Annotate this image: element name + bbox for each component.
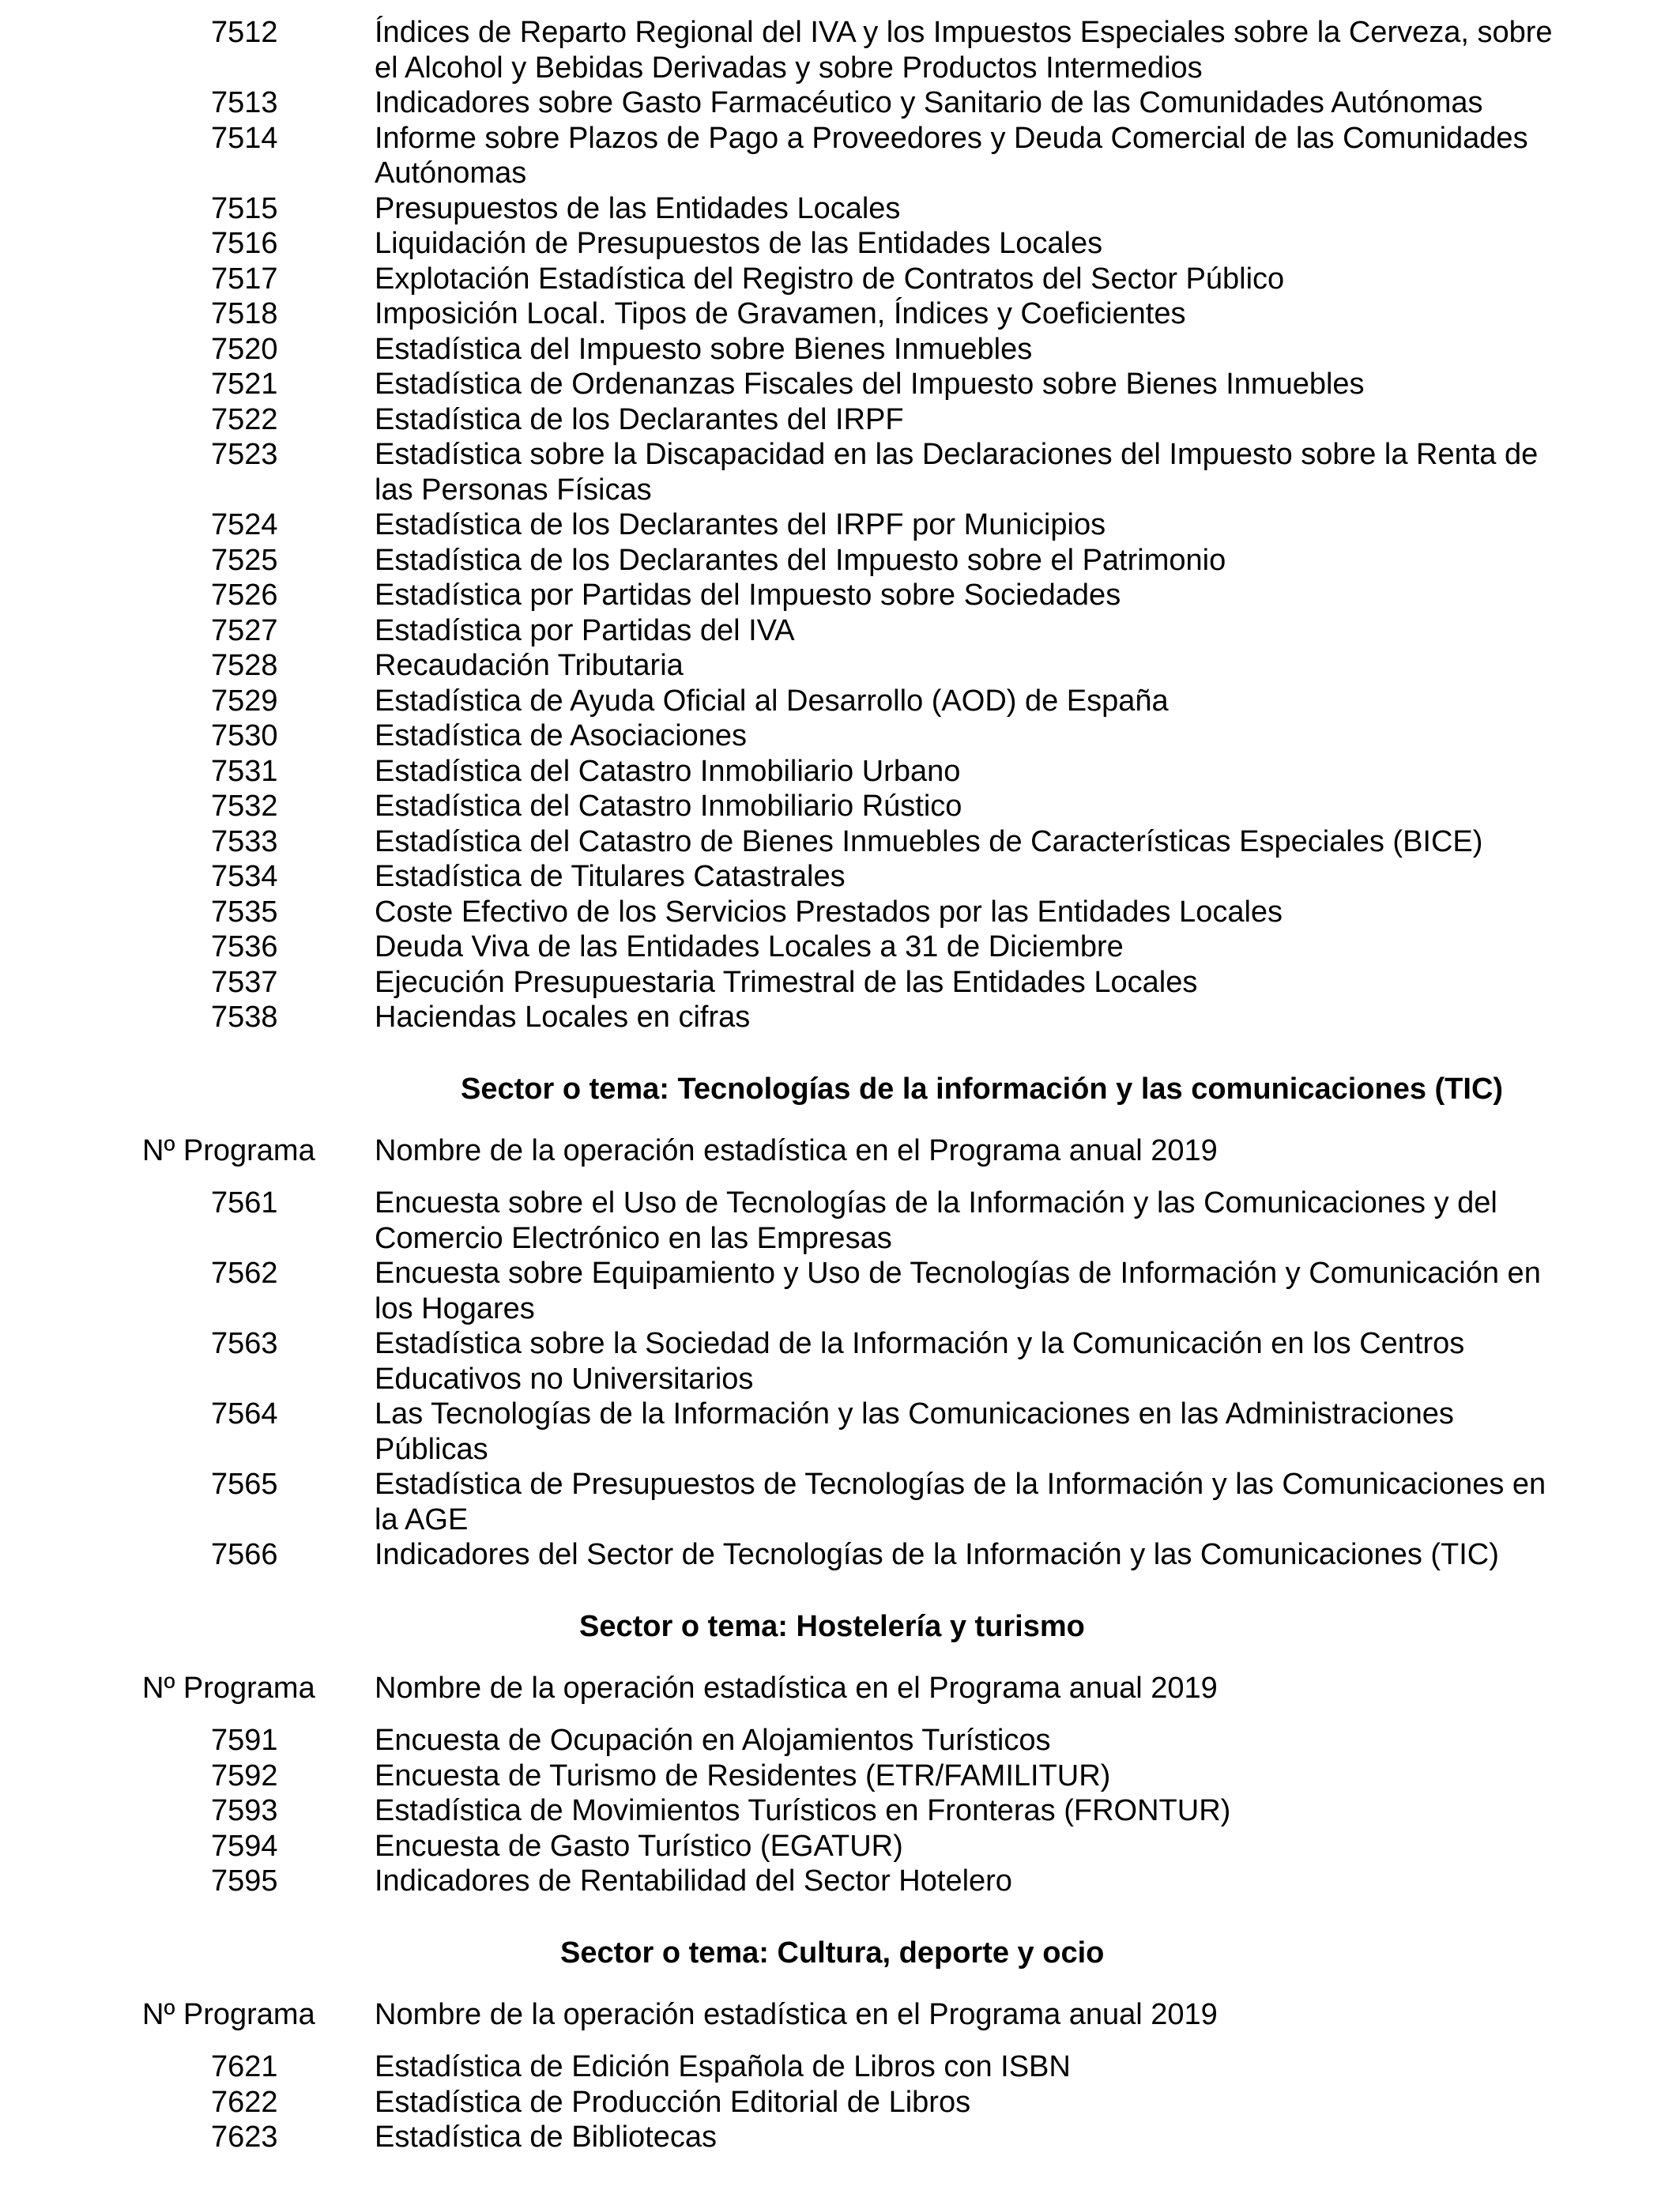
program-number: 7533	[211, 824, 278, 858]
operation-name: Indicadores de Rentabilidad del Sector Hotelero	[375, 1864, 1012, 1898]
operation-name: Estadística de Ordenanzas Fiscales del Impuesto sobre Bienes Inmuebles	[375, 368, 1365, 401]
table-row	[0, 929, 1680, 965]
operation-name: Estadística de Asociaciones	[375, 719, 748, 752]
table-row	[0, 191, 1680, 227]
operation-name: Índices de Reparto Regional del IVA y los Impuestos Especiales sobre la Cerveza, sobre el Alcohol y Bebidas Derivadas y sobre Productos Intermedios	[375, 16, 1553, 85]
table-row	[0, 2085, 1680, 2120]
program-number: 7522	[211, 402, 278, 436]
program-number: 7566	[211, 1538, 278, 1571]
program-number: 7532	[211, 790, 278, 823]
program-number: 7526	[211, 579, 278, 612]
program-number: 7621	[211, 2050, 278, 2083]
program-number: 7523	[211, 438, 278, 471]
operation-name: Estadística de Edición Española de Libros con ISBN	[375, 2050, 1071, 2083]
operation-name: Estadística de Ayuda Oficial al Desarrollo (AOD) de España	[375, 684, 1169, 718]
program-number: 7561	[211, 1186, 278, 1220]
program-number: 7529	[211, 684, 278, 718]
operation-name: Deuda Viva de las Entidades Locales a 31 de Diciembre	[375, 930, 1124, 963]
program-number: 7524	[211, 508, 278, 541]
operation-name-header: Nombre de la operación estadística en el Programa anual 2019	[375, 1133, 1218, 1167]
section	[0, 1936, 1680, 2155]
operation-name: Estadística de Bibliotecas	[375, 2120, 718, 2154]
operation-name: Encuesta sobre el Uso de Tecnologías de la Información y las Comunicaciones y del Comercio Electrónico en las Empresas	[375, 1186, 1497, 1255]
operation-name: Estadística por Partidas del IVA	[375, 613, 795, 647]
document-content	[0, 15, 1680, 2155]
table-row	[0, 1256, 1680, 1326]
program-number: 7512	[211, 16, 278, 49]
table-row	[0, 965, 1680, 1001]
table-row	[0, 121, 1680, 191]
operation-name: Estadística de Titulares Catastrales	[375, 860, 846, 893]
program-number: 7534	[211, 860, 278, 893]
operation-name: Estadística sobre la Sociedad de la Información y la Comunicación en los Centros Educativos no Universitarios	[375, 1327, 1465, 1396]
program-number: 7594	[211, 1829, 278, 1863]
operation-name: Haciendas Locales en cifras	[375, 1001, 751, 1034]
program-number: 7520	[211, 332, 278, 366]
table-row	[0, 684, 1680, 719]
operation-name: Las Tecnologías de la Información y las Comunicaciones en las Administraciones Públicas	[375, 1397, 1454, 1466]
program-number: 7530	[211, 719, 278, 752]
table-row	[0, 226, 1680, 262]
operation-name: Encuesta sobre Equipamiento y Uso de Tecnologías de Información y Comunicación en los Hogares	[375, 1257, 1541, 1325]
table-row	[0, 402, 1680, 438]
table-row	[0, 1467, 1680, 1537]
operation-name: Recaudación Tributaria	[375, 649, 684, 682]
table-row	[0, 507, 1680, 543]
table-row	[0, 613, 1680, 649]
table-row	[0, 1759, 1680, 1794]
operation-name: Estadística de Presupuestos de Tecnologías de la Información y las Comunicaciones en la AGE	[375, 1468, 1546, 1536]
operation-name: Estadística de los Declarantes del Impuesto sobre el Patrimonio	[375, 543, 1226, 577]
operation-name: Estadística por Partidas del Impuesto sobre Sociedades	[375, 579, 1121, 612]
table-row	[0, 543, 1680, 579]
program-number: 7513	[211, 86, 278, 119]
program-number: 7514	[211, 121, 278, 155]
operation-name: Estadística del Catastro de Bienes Inmuebles de Características Especiales (BICE)	[375, 824, 1483, 858]
program-number: 7536	[211, 930, 278, 963]
program-number: 7528	[211, 649, 278, 682]
operation-name: Indicadores sobre Gasto Farmacéutico y Sanitario de las Comunidades Autónomas	[375, 86, 1483, 119]
operation-name: Encuesta de Ocupación en Alojamientos Turísticos	[375, 1724, 1051, 1757]
program-number: 7565	[211, 1468, 278, 1501]
program-number: 7623	[211, 2120, 278, 2154]
table-row	[0, 296, 1680, 332]
program-number: 7591	[211, 1724, 278, 1757]
operation-name: Estadística de Producción Editorial de Libros	[375, 2085, 971, 2119]
table-row	[0, 1723, 1680, 1759]
table-row	[0, 367, 1680, 402]
table-header-row	[0, 1133, 1680, 1169]
section	[0, 1609, 1680, 1899]
operation-name-header: Nombre de la operación estadística en el Programa anual 2019	[375, 1671, 1218, 1705]
operation-name: Estadística del Catastro Inmobiliario Urbano	[375, 754, 961, 788]
operation-name: Liquidación de Presupuestos de las Entidades Locales	[375, 227, 1103, 260]
section-heading: Sector o tema: Tecnologías de la información y las comunicaciones (TIC)	[461, 1072, 1504, 1106]
table-row	[0, 1326, 1680, 1397]
program-number: 7517	[211, 262, 278, 296]
program-number: 7531	[211, 754, 278, 788]
program-number: 7537	[211, 965, 278, 999]
table-row	[0, 1186, 1680, 1256]
program-number-header: Nº Programa	[142, 1671, 315, 1705]
operation-name: Encuesta de Gasto Turístico (EGATUR)	[375, 1829, 903, 1863]
program-number: 7521	[211, 368, 278, 401]
table-row	[0, 859, 1680, 895]
table-row	[0, 332, 1680, 368]
operation-name: Estadística de Movimientos Turísticos en Fronteras (FRONTUR)	[375, 1794, 1231, 1827]
table-row	[0, 1793, 1680, 1829]
operation-name: Explotación Estadística del Registro de Contratos del Sector Público	[375, 262, 1285, 296]
program-number: 7562	[211, 1257, 278, 1290]
table-row	[0, 578, 1680, 613]
table-row	[0, 437, 1680, 507]
operation-name: Estadística del Catastro Inmobiliario Rústico	[375, 790, 962, 823]
table-row	[0, 754, 1680, 790]
table-row	[0, 15, 1680, 85]
operation-name: Informe sobre Plazos de Pago a Proveedores y Deuda Comercial de las Comunidades Autónomas	[375, 121, 1528, 190]
operation-name: Estadística sobre la Discapacidad en las Declaraciones del Impuesto sobre la Renta de las Personas Físicas	[375, 438, 1539, 507]
program-number: 7593	[211, 1794, 278, 1827]
table-row	[0, 1829, 1680, 1864]
program-number: 7535	[211, 895, 278, 929]
program-number: 7563	[211, 1327, 278, 1360]
table-row	[0, 789, 1680, 824]
section	[0, 1072, 1680, 1573]
operation-name: Estadística de los Declarantes del IRPF	[375, 402, 904, 436]
operation-name: Encuesta de Turismo de Residentes (ETR/FAMILITUR)	[375, 1759, 1111, 1793]
program-number: 7515	[211, 191, 278, 225]
table-row	[0, 2049, 1680, 2085]
table-row	[0, 1537, 1680, 1573]
program-number: 7595	[211, 1864, 278, 1898]
program-number: 7525	[211, 543, 278, 577]
section	[0, 15, 1680, 1035]
table-row	[0, 895, 1680, 930]
table-row	[0, 824, 1680, 860]
program-number: 7538	[211, 1001, 278, 1034]
table-header-row	[0, 1671, 1680, 1706]
table-row	[0, 718, 1680, 754]
section-heading: Sector o tema: Cultura, deporte y ocio	[560, 1936, 1105, 1970]
program-number-header: Nº Programa	[142, 1997, 315, 2031]
program-number: 7518	[211, 297, 278, 330]
table-row	[0, 2120, 1680, 2155]
operation-name: Presupuestos de las Entidades Locales	[375, 191, 901, 225]
table-row	[0, 85, 1680, 121]
operation-name: Estadística del Impuesto sobre Bienes Inmuebles	[375, 332, 1033, 366]
program-number-header: Nº Programa	[142, 1133, 315, 1167]
table-row	[0, 1864, 1680, 1899]
section-heading: Sector o tema: Hostelería y turismo	[579, 1609, 1085, 1643]
operation-name: Indicadores del Sector de Tecnologías de la Información y las Comunicaciones (TIC)	[375, 1538, 1499, 1571]
operation-name: Imposición Local. Tipos de Gravamen, Índices y Coeficientes	[375, 297, 1186, 330]
table-row	[0, 262, 1680, 297]
program-number: 7564	[211, 1397, 278, 1431]
program-number: 7622	[211, 2085, 278, 2119]
operation-name: Ejecución Presupuestaria Trimestral de las Entidades Locales	[375, 965, 1198, 999]
table-header-row	[0, 1997, 1680, 2033]
program-number: 7527	[211, 613, 278, 647]
program-number: 7592	[211, 1759, 278, 1793]
table-row	[0, 1397, 1680, 1467]
operation-name-header: Nombre de la operación estadística en el Programa anual 2019	[375, 1997, 1218, 2031]
table-row	[0, 1000, 1680, 1035]
operation-name: Estadística de los Declarantes del IRPF por Municipios	[375, 508, 1106, 541]
program-number: 7516	[211, 227, 278, 260]
table-row	[0, 648, 1680, 684]
operation-name: Coste Efectivo de los Servicios Prestados por las Entidades Locales	[375, 895, 1283, 929]
